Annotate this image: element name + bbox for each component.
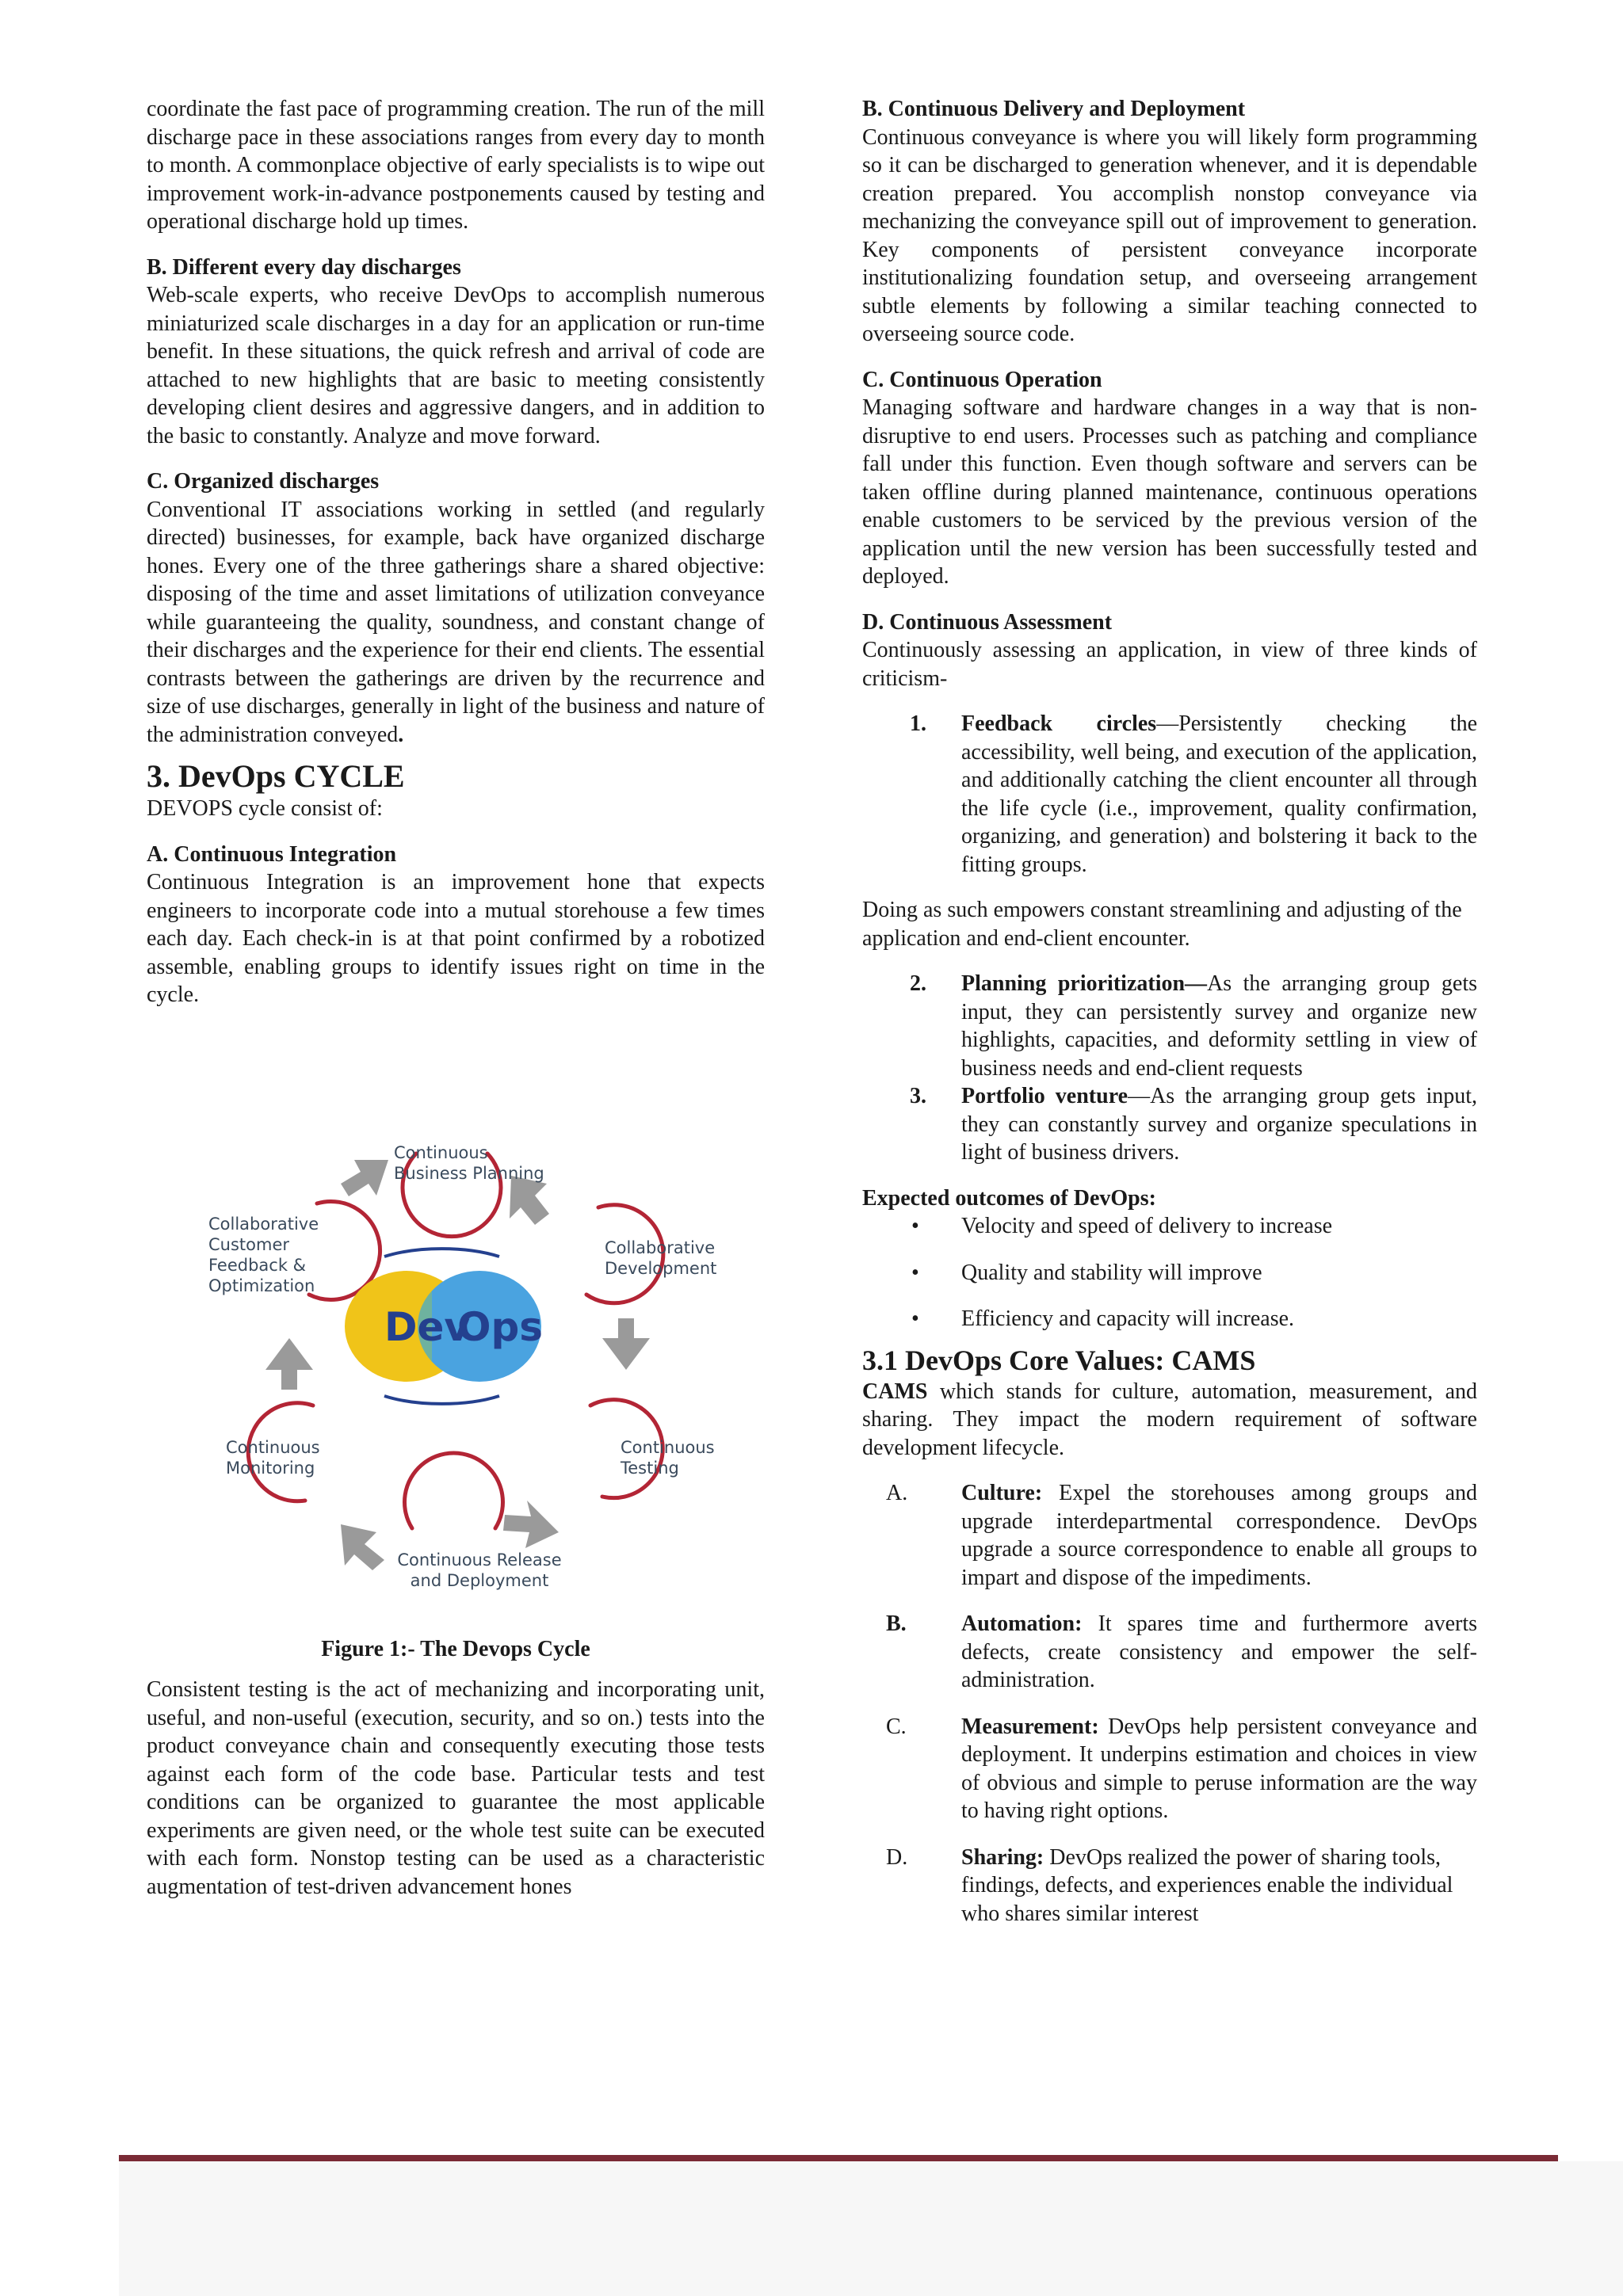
paragraph-cams-intro: CAMS which stands for culture, automation, measurement, and sharing. They impact the modern requirement of software development lifecycle. xyxy=(862,1379,1477,1460)
paragraph-streamlining: Doing as such empowers constant streamlining and adjusting of the application and end-client encounter. xyxy=(862,898,1462,951)
heading-a-continuous-integration: A. Continuous Integration xyxy=(147,841,397,867)
right-column xyxy=(862,95,1477,1946)
figure-caption: Figure 1:- The Devops Cycle xyxy=(321,1636,590,1661)
paragraph-b-daily-releases: Web-scale experts, who receive DevOps to accomplish numerous miniaturized scale discharges in a day for an application or run-time benefit. In these situations, the quick refresh and arrival of code are attached to new highlights that are basic to meeting consistently developing client desires and aggressive dangers, and in addition to the basic to constantly. Analyze and move forward. xyxy=(147,283,765,448)
label-continuous-monitoring: Continuous Monitoring xyxy=(226,1437,320,1478)
outcomes-list xyxy=(862,1212,1477,1333)
label-continuous-business-planning: Continuous Business Planning xyxy=(394,1142,544,1183)
ring-arc-release xyxy=(405,1453,503,1528)
footer-shade xyxy=(119,2161,1623,2296)
arrow-monitoring-to-feedback xyxy=(265,1338,313,1390)
cams-item-automation: B. Automation: It spares time and furthermore averts defects, create consistency and empower the self-administration. xyxy=(886,1611,1477,1692)
heading-b-daily-releases: B. Different every day discharges xyxy=(147,254,461,280)
paragraph-a-continuous-integration: Continuous Integration is an improvement hone that expects engineers to incorporate code into a mutual storehouse a few times each day. Each check-in is at that point confirmed by a robotized assemble, enabling groups to identify issues right on time in the cycle. xyxy=(147,870,765,1007)
arrow-release-to-monitoring xyxy=(341,1524,384,1570)
left-column xyxy=(147,95,765,1901)
logo-ops-text: Ops xyxy=(457,1303,544,1350)
cams-item-measurement: C. Measurement: DevOps help persistent conveyance and deployment. It underpins estimation and choices in view of obvious and simple to peruse information are the way to having right options. xyxy=(886,1714,1477,1823)
paragraph-b-delivery-deployment: Continuous conveyance is where you will likely form programming so it can be discharged to generation whenever, and it is dependable creation prepared. You accomplish nonstop conveyance via mechanizing the conveyance spill out of improvement to generation. Key components of persistent conveyance incorporate institutionalizing foundation setup, and overseeing arrangement subtle elements by following a similar teaching connected to overseeing source code. xyxy=(862,124,1477,346)
logo-dev-text: Dev xyxy=(384,1303,471,1350)
cams-item-culture: A. Culture: Expel the storehouses among groups and upgrade interdepartmental correspondence. DevOps upgrade a source correspondence to enable all groups to impart and dispose of the impediments. xyxy=(886,1481,1477,1590)
assessment-list-1 xyxy=(862,710,1477,879)
outcome-item: • Efficiency and capacity will increase. xyxy=(911,1306,1295,1331)
item-number: 2. xyxy=(910,971,926,996)
heading-c-organized-releases: C. Organized discharges xyxy=(147,469,380,494)
outcome-item: • Velocity and speed of delivery to increase xyxy=(911,1214,1333,1238)
heading-expected-outcomes: Expected outcomes of DevOps: xyxy=(862,1185,1156,1211)
arrow-testing-to-release xyxy=(503,1501,559,1548)
heading-d-continuous-assessment: D. Continuous Assessment xyxy=(862,609,1113,635)
cams-item-sharing: D. Sharing: DevOps realized the power of sharing tools, findings, defects, and experiences enable the individual who shares similar interest xyxy=(886,1844,1453,1926)
devops-cycle-figure xyxy=(147,1057,765,1611)
heading-b-delivery-deployment: B. Continuous Delivery and Deployment xyxy=(862,97,1246,121)
section-3-1-title: 3.1 DevOps Core Values: CAMS xyxy=(862,1344,1256,1376)
heading-c-continuous-operation: C. Continuous Operation xyxy=(862,367,1102,392)
label-collaborative-feedback: Collaborative Customer Feedback & Optimization xyxy=(208,1214,319,1295)
list-item-planning-prioritization: 2. Planning prioritization—As the arranging group gets input, they can persistently survey and organize new highlights, capacities, and deformity settling in view of business needs and end-client requests xyxy=(910,971,1477,1081)
item-number: 3. xyxy=(910,1084,926,1108)
footer-rule xyxy=(119,2155,1558,2161)
list-item-feedback-circles: 1. Feedback circles—Persistently checking the accessibility, well being, and execution of the application, and additionally catching the client encounter all through the life cycle (i.e., improvement, quality confirmation, organizing, and generation) and bolstering it back to the fitting groups. xyxy=(910,711,1477,877)
label-continuous-release-deployment: Continuous Release and Deployment xyxy=(397,1550,562,1590)
arrow-development-to-testing xyxy=(602,1318,650,1370)
label-collaborative-development: Collaborative Development xyxy=(605,1238,717,1278)
label-continuous-testing: Continuous Testing xyxy=(621,1437,715,1478)
cams-list xyxy=(862,1479,1477,1928)
paragraph-continuous-testing: Consistent testing is the act of mechanizing and incorporating unit, useful, and non-useful (execution, security, and so on.) tests into the product conveyance chain and consequently executing those tests against each form of the code base. Particular tests and test conditions can be organized to guarantee the most applicable experiments are given need, or the whole test suite can be executed with each form. Nonstop testing can be used as a characteristic augmentation of test-driven advancement hones xyxy=(147,1677,765,1899)
outcome-item: • Quality and stability will improve xyxy=(911,1260,1262,1285)
section-3-title: 3. DevOps CYCLE xyxy=(147,758,405,794)
paragraph-d-continuous-assessment: Continuously assessing an application, in view of three kinds of criticism- xyxy=(862,638,1477,691)
list-item-portfolio-venture: 3. Portfolio venture—As the arranging group gets input, they can constantly survey and organize speculations in light of business drivers. xyxy=(910,1084,1478,1165)
section-3-intro: DEVOPS cycle consist of: xyxy=(147,796,383,821)
paragraph-c-organized-releases: Conventional IT associations working in settled (and regularly directed) businesses, for example, back have organized discharge hones. Every one of the three gatherings share a shared objective: disposing of the time and asset limitations of utilization conveyance while guaranteeing the quality, soundness, and constant change of their discharges and the experience for their end clients. The essential contrasts between the gatherings are driven by the recurrence and size of use discharges, generally in light of the business and nature of the administration conveyed. xyxy=(147,497,765,747)
arrow-feedback-to-planning xyxy=(341,1160,388,1196)
paragraph-c-continuous-operation: Managing software and hardware changes in a way that is non-disruptive to end users. Processes such as patching and compliance fall under this function. Even though software and servers can be taken offline during planned maintenance, continuous operations enable customers to be serviced by the previous version of the application until the new version has been successfully tested and deployed. xyxy=(862,395,1477,589)
item-number: 1. xyxy=(910,711,926,736)
assessment-list-2 xyxy=(862,970,1477,1167)
intro-paragraph: coordinate the fast pace of programming creation. The run of the mill discharge pace in these associations ranges from every day to month to month. A commonplace objective of early specialists is to wipe out improvement work-in-advance postponements caused by testing and operational discharge hold up times. xyxy=(147,97,765,234)
devops-cycle-diagram xyxy=(147,1057,765,1611)
